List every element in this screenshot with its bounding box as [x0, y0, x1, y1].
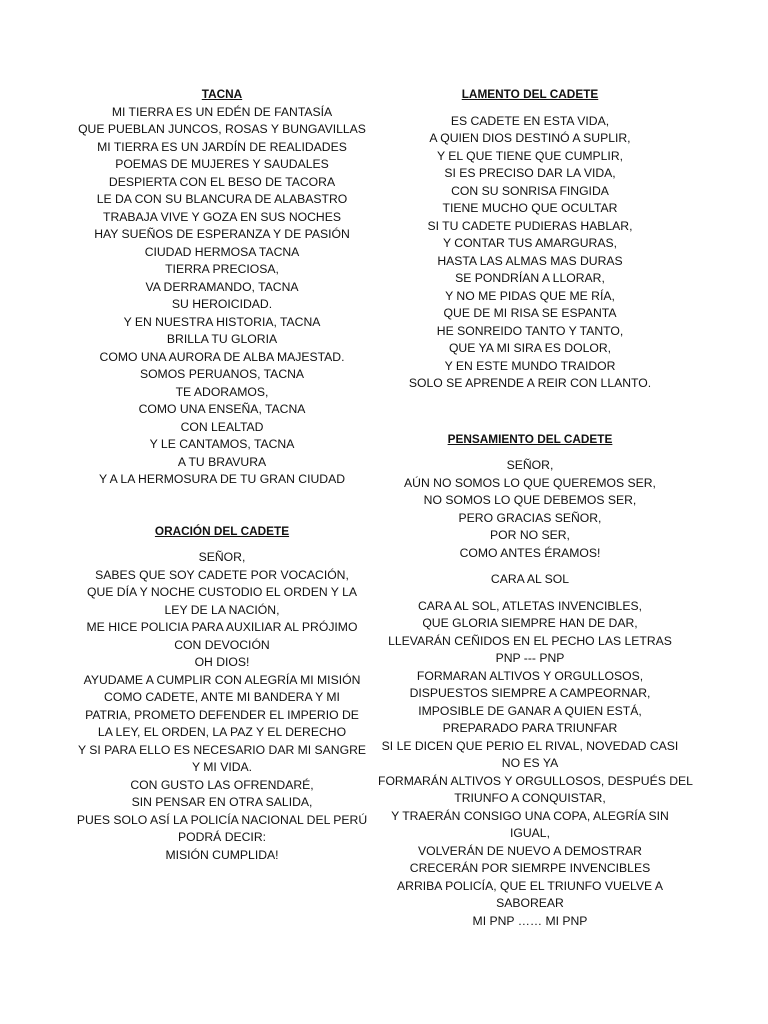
- poem-line: DISPUESTOS SIEMPRE A CAMPEORNAR,: [409, 686, 651, 700]
- poem-title: ORACIÓN DEL CADETE: [154, 523, 290, 538]
- poem-line: TE ADORAMOS,: [175, 384, 269, 399]
- poem-line: Y SI PARA ELLO ES NECESARIO DAR MI SANGRE: [77, 742, 367, 757]
- poem-line: FORMARÁN ALTIVOS Y ORGULLOSOS, DESPUÉS DEL: [378, 773, 693, 788]
- poem-line: Y MI VIDA.: [191, 760, 253, 774]
- poem-line: SABES QUE SOY CADETE POR VOCACIÓN,: [95, 567, 349, 582]
- poem-line: A QUIEN DIOS DESTINÓ A SUPLIR,: [429, 131, 631, 145]
- poem-line: PERO GRACIAS SEÑOR,: [458, 510, 602, 525]
- poem-body: [378, 598, 693, 931]
- poem-body: [378, 457, 682, 562]
- poem-line: SOMOS PERUANOS, TACNA: [139, 367, 305, 381]
- poem-body: [378, 113, 682, 393]
- poem-line: IGUAL,: [510, 826, 550, 840]
- poem-cara-al-sol: [378, 571, 693, 930]
- poem-line: LEY DE LA NACIÓN,: [164, 602, 280, 617]
- poem-line: CON GUSTO LAS OFRENDARÉ,: [130, 777, 314, 792]
- poem-line: POR NO SER,: [490, 528, 570, 542]
- poem-line: SEÑOR,: [506, 458, 554, 472]
- poem-line: LE DA CON SU BLANCURA DE ALABASTRO: [96, 192, 348, 206]
- poem-line: COMO CADETE, ANTE MI BANDERA Y MI: [104, 690, 340, 704]
- poem-line: PATRIA, PROMETO DEFENDER EL IMPERIO DE: [85, 707, 359, 722]
- poem-line: BRILLA TU GLORIA: [166, 332, 278, 346]
- left-column: [70, 86, 374, 864]
- title-spacer: [70, 540, 374, 549]
- poem-line: A TU BRAVURA: [177, 454, 267, 469]
- poem-line: COMO UNA ENSEÑA, TACNA: [138, 402, 306, 416]
- poem-line: COMO UNA AURORA DE ALBA MAJESTAD.: [99, 349, 345, 364]
- poem-line: SOLO SE APRENDE A REIR CON LLANTO.: [408, 376, 652, 390]
- poem-line: DESPIERTA CON EL BESO DE TACORA: [108, 174, 336, 189]
- poem-line: POEMAS DE MUJERES Y SAUDALES: [115, 157, 329, 171]
- poem-line: Y A LA HERMOSURA DE TU GRAN CIUDAD: [98, 472, 346, 486]
- poem-line: HE SONREIDO TANTO Y TANTO,: [436, 323, 624, 338]
- poem-title: TACNA: [201, 87, 243, 101]
- poem-line: PUES SOLO ASÍ LA POLICÍA NACIONAL DEL PERÚ: [76, 812, 368, 827]
- title-spacer: [378, 104, 682, 113]
- poem-line: Y EN ESTE MUNDO TRAIDOR: [444, 358, 616, 373]
- poem-line: QUE DE MI RISA SE ESPANTA: [443, 306, 617, 320]
- poem-line: TRABAJA VIVE Y GOZA EN SUS NOCHES: [103, 209, 341, 224]
- poem-line: MI PNP …… MI PNP: [472, 913, 588, 928]
- poem-line: VOLVERÁN DE NUEVO A DEMOSTRAR: [418, 843, 642, 858]
- poem-line: PODRÁ DECIR:: [177, 830, 267, 844]
- poem-line: FORMARAN ALTIVOS Y ORGULLOSOS,: [416, 668, 644, 683]
- right-column: [378, 86, 693, 930]
- poem-line: CIUDAD HERMOSA TACNA: [144, 244, 300, 259]
- poem-line: PNP --- PNP: [495, 651, 565, 665]
- poem-line: Y EN NUESTRA HISTORIA, TACNA: [123, 314, 321, 329]
- poem-title: LAMENTO DEL CADETE: [461, 87, 599, 101]
- poem-line: CON SU SONRISA FINGIDA: [451, 183, 609, 198]
- poem-line: QUE YA MI SIRA ES DOLOR,: [448, 341, 612, 355]
- poem-line: SI LE DICEN QUE PERIO EL RIVAL, NOVEDAD CASI: [381, 738, 679, 753]
- poem-line: QUE DÍA Y NOCHE CUSTODIO EL ORDEN Y LA: [86, 585, 357, 599]
- poem-line: QUE PUEBLAN JUNCOS, ROSAS Y BUNGAVILLAS: [78, 122, 366, 136]
- poem-line: SIN PENSAR EN OTRA SALIDA,: [131, 795, 313, 809]
- poem-line: IMPOSIBLE DE GANAR A QUIEN ESTÁ,: [418, 703, 642, 718]
- poem-lamento-del-cadete: [378, 86, 682, 393]
- poem-line: SABOREAR: [496, 896, 564, 910]
- poem-line: OH DIOS!: [194, 655, 250, 669]
- poem-line: AYUDAME A CUMPLIR CON ALEGRÍA MI MISIÓN: [83, 672, 361, 687]
- poem-line: MI TIERRA ES UN EDÉN DE FANTASÍA: [111, 104, 333, 119]
- poem-line: VA DERRAMANDO, TACNA: [145, 279, 299, 294]
- poem-line: TRIUNFO A CONQUISTAR,: [454, 791, 606, 805]
- poem-line: Y LE CANTAMOS, TACNA: [149, 437, 295, 451]
- poem-body: [70, 104, 374, 489]
- poem-line: MI TIERRA ES UN JARDÍN DE REALIDADES: [97, 139, 347, 154]
- poem-tacna: [70, 86, 374, 489]
- poem-line: ARRIBA POLICÍA, QUE EL TRIUNFO VUELVE A: [397, 878, 663, 893]
- title-spacer: [378, 589, 682, 598]
- poem-body: [70, 549, 374, 864]
- poem-line: SEÑOR,: [198, 550, 246, 564]
- poem-line: Y NO ME PIDAS QUE ME RÍA,: [445, 288, 615, 303]
- poem-line: SU HEROICIDAD.: [171, 297, 273, 311]
- poem-title: PENSAMIENTO DEL CADETE: [447, 431, 613, 446]
- section-spacer: [378, 393, 682, 431]
- poem-line: CON DEVOCIÓN: [174, 637, 270, 652]
- section-spacer: [378, 562, 682, 571]
- poem-line: Y EL QUE TIENE QUE CUMPLIR,: [436, 148, 624, 163]
- poem-line: CRECERÁN POR SIEMRPE INVENCIBLES: [409, 861, 651, 875]
- poem-line: CARA AL SOL, ATLETAS INVENCIBLES,: [418, 598, 642, 613]
- poem-title: CARA AL SOL: [490, 572, 570, 586]
- poem-line: SI TU CADETE PUDIERAS HABLAR,: [427, 218, 633, 233]
- poem-line: NO ES YA: [501, 756, 559, 770]
- poem-line: COMO ANTES ÉRAMOS!: [459, 545, 601, 560]
- poem-line: TIENE MUCHO QUE OCULTAR: [442, 201, 618, 215]
- poem-line: MISIÓN CUMPLIDA!: [165, 847, 279, 862]
- poem-pensamiento-del-cadete: [378, 431, 682, 563]
- poem-line: Y TRAERÁN CONSIGO UNA COPA, ALEGRÍA SIN: [391, 808, 669, 823]
- poem-line: NO SOMOS LO QUE DEBEMOS SER,: [423, 493, 637, 507]
- poem-line: LLEVARÁN CEÑIDOS EN EL PECHO LAS LETRAS: [388, 633, 672, 648]
- poem-line: TIERRA PRECIOSA,: [165, 262, 279, 276]
- section-spacer: [70, 489, 374, 523]
- poem-line: ES CADETE EN ESTA VIDA,: [450, 113, 610, 128]
- title-spacer: [378, 448, 682, 457]
- poem-line: HAY SUEÑOS DE ESPERANZA Y DE PASIÓN: [94, 227, 350, 241]
- poem-line: ME HICE POLICIA PARA AUXILIAR AL PRÓJIMO: [86, 620, 358, 634]
- poem-line: PREPARADO PARA TRIUNFAR: [442, 721, 618, 735]
- poem-oracion-del-cadete: [70, 523, 374, 865]
- poem-line: HASTA LAS ALMAS MAS DURAS: [437, 253, 623, 268]
- poem-line: Y CONTAR TUS AMARGURAS,: [442, 236, 618, 250]
- poem-line: QUE GLORIA SIEMPRE HAN DE DAR,: [422, 616, 638, 630]
- poem-line: SE PONDRÍAN A LLORAR,: [455, 271, 605, 285]
- poem-line: AÚN NO SOMOS LO QUE QUEREMOS SER,: [404, 475, 656, 490]
- poem-line: LA LEY, EL ORDEN, LA PAZ Y EL DERECHO: [97, 725, 347, 739]
- poem-line: CON LEALTAD: [180, 419, 264, 434]
- poem-line: SI ES PRECISO DAR LA VIDA,: [444, 166, 616, 180]
